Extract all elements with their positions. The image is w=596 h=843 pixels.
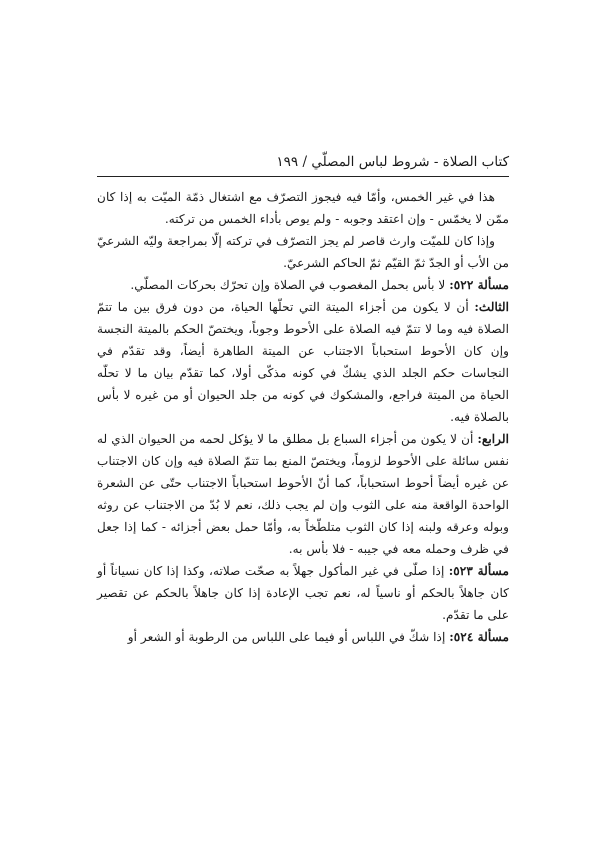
paragraph (97, 186, 509, 230)
paragraph-text: إذا صلّى في غير المأكول جهلاً به صحّت صلاته، وكذا إذا كان نسياناً أو كان جاهلاً بالحكم أو ناسياً له، نعم تجب الإعادة إذا كان جاهلاً بالحكم عن تقصير على ما تقدّم. (97, 564, 509, 622)
paragraph-text: أن لا يكون من أجزاء السباع بل مطلق ما لا يؤكل لحمه من الحيوان الذي له نفس سائلة على الأحوط لزوماً، ويختصّ المنع بما تتمّ الصلاة فيه وإن كان الاجتناب عن غيره أيضاً أحوط استحباباً، كما أنّ الأحوط استحباباً الاجتناب حتّى عن الشعرة الواحدة الواقعة منه على الثوب وإن لم يجب ذلك، نعم لا بُدّ من الاجتناب عن روثه وبوله وعرقه ولبنه إذا كان الثوب متلطّخاً به، وأمّا حمل بعض أجزائه - كما إذا جعل في ظرف وحمله معه في جيبه - فلا بأس به. (97, 432, 510, 556)
paragraph (97, 230, 509, 274)
header-rule (97, 176, 509, 177)
condition-heading: الثالث: (474, 300, 509, 314)
issue-number: مسألة ٥٢٢: (449, 278, 509, 292)
paragraph-text: وإذا كان للميّت وارث قاصر لم يجز التصرّف في تركته إلّا بمراجعة وليّه الشرعيّ من الأب أو الجدّ ثمّ القيّم ثمّ الحاكم الشرعيّ. (97, 234, 509, 270)
issue-number: مسألة ٥٢٣: (448, 564, 509, 578)
paragraph (97, 274, 509, 296)
paragraph-text: هذا في غير الخمس، وأمّا فيه فيجوز التصرّف مع اشتغال ذمّة الميّت به إذا كان ممّن لا يخمّس - وإن اعتقد وجوبه - ولم يوص بأداء الخمس من تركته. (97, 190, 509, 226)
running-header: كتاب الصلاة - شروط لباس المصلّي / ١٩٩ (276, 154, 509, 170)
condition-heading: الرابع: (477, 432, 509, 446)
paragraph (97, 428, 509, 560)
page-body (97, 186, 509, 648)
paragraph (97, 626, 509, 648)
issue-number: مسألة ٥٢٤: (449, 630, 509, 644)
paragraph-text: أن لا يكون من أجزاء الميتة التي تحلّها الحياة، من دون فرق بين ما تتمّ الصلاة فيه وما لا تتمّ فيه الصلاة على الأحوط وجوباً، ويختصّ الحكم بالميتة النجسة وإن كان الأحوط استحباباً الاجتناب عن الميتة الطاهرة أيضاً، وقد تقدّم في النجاسات حكم الجلد الذي يشكّ في كونه مذكّى أولا، كما تقدّم بيان ما لا تحلّه الحياة من الميتة فراجع، والمشكوك في كونه من جلد الحيوان أو من غيره لا بأس بالصلاة فيه. (97, 300, 509, 424)
paragraph (97, 296, 509, 428)
paragraph-text: لا بأس بحمل المغصوب في الصلاة وإن تحرّك بحركات المصلّي. (130, 278, 450, 292)
paragraph-text: إذا شكّ في اللباس أو فيما على اللباس من الرطوبة أو الشعر أو (127, 630, 450, 644)
paragraph (97, 560, 509, 626)
